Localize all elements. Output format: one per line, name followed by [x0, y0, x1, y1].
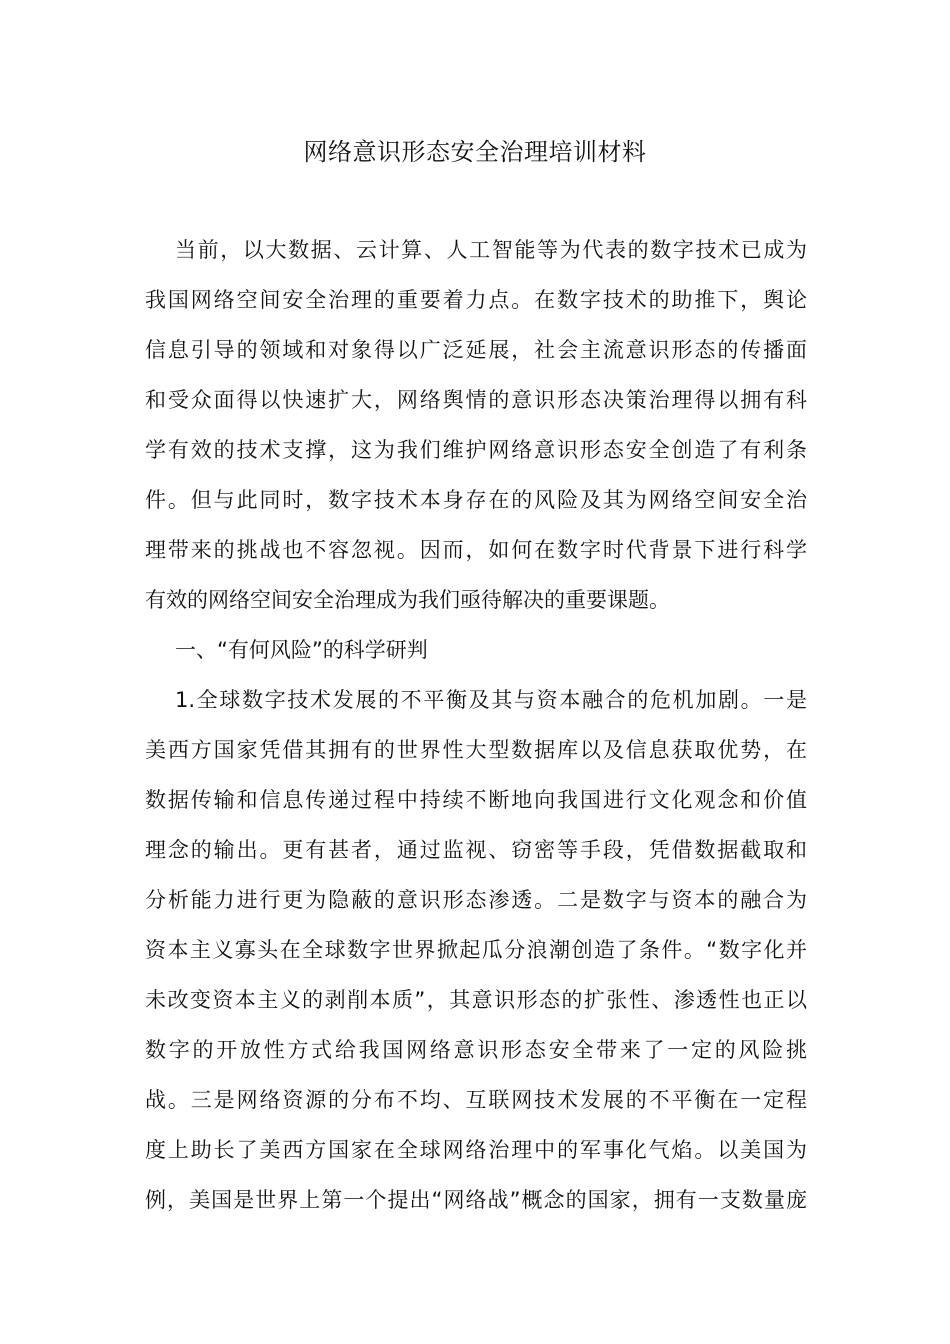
text-line: 当前，以大数据、云计算、人工智能等为代表的数字技术已成为 — [175, 238, 807, 262]
text-line: 数据传输和信息传递过程中持续不断地向我国进行文化观念和价值 — [145, 788, 807, 812]
text-line: 1.全球数字技术发展的不平衡及其与资本融合的危机加剧。一是 — [175, 688, 807, 712]
text-line: 美西方国家凭借其拥有的世界性大型数据库以及信息获取优势，在 — [145, 738, 807, 762]
text-line: 件。但与此同时，数字技术本身存在的风险及其为网络空间安全治 — [145, 488, 807, 512]
text-line: 信息引导的领域和对象得以广泛延展，社会主流意识形态的传播面 — [145, 338, 807, 362]
text-line: 分析能力进行更为隐蔽的意识形态渗透。二是数字与资本的融合为 — [145, 888, 807, 912]
text-line: 有效的网络空间安全治理成为我们亟待解决的重要课题。 — [145, 588, 670, 612]
text-line: 和受众面得以快速扩大，网络舆情的意识形态决策治理得以拥有科 — [145, 388, 807, 412]
text-line: 未改变资本主义的剥削本质”，其意识形态的扩张性、渗透性也正以 — [145, 988, 807, 1012]
text-line: 我国网络空间安全治理的重要着力点。在数字技术的助推下，舆论 — [145, 288, 807, 312]
section-heading: 一、“有何风险”的科学研判 — [175, 638, 428, 662]
document-body — [145, 232, 807, 1232]
text-line: 理带来的挑战也不容忽视。因而，如何在数字时代背景下进行科学 — [145, 538, 807, 562]
document-title: 网络意识形态安全治理培训材料 — [303, 138, 647, 166]
text-line: 理念的输出。更有甚者，通过监视、窃密等手段，凭借数据截取和 — [145, 838, 807, 862]
text-line: 战。三是网络资源的分布不均、互联网技术发展的不平衡在一定程 — [145, 1088, 807, 1112]
text-line: 资本主义寡头在全球数字世界掀起瓜分浪潮创造了条件。“数字化并 — [145, 938, 807, 962]
text-line: 学有效的技术支撑，这为我们维护网络意识形态安全创造了有利条 — [145, 438, 807, 462]
text-line: 例，美国是世界上第一个提出“网络战”概念的国家，拥有一支数量庞 — [145, 1188, 807, 1212]
text-line: 度上助长了美西方国家在全球网络治理中的军事化气焰。以美国为 — [145, 1138, 807, 1162]
text-line: 数字的开放性方式给我国网络意识形态安全带来了一定的风险挑 — [145, 1038, 807, 1062]
